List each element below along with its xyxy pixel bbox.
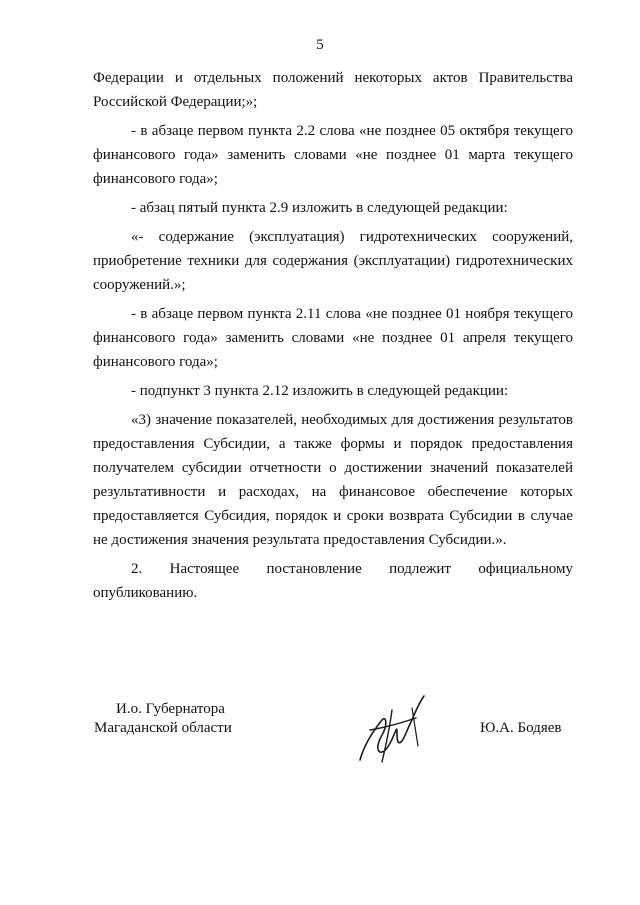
- signatory-name: Ю.А. Бодяев: [480, 720, 562, 736]
- signatory-title: [94, 700, 232, 738]
- page-number: 5: [316, 37, 324, 53]
- document-body: [93, 66, 573, 610]
- paragraph-3: - абзац пятый пункта 2.9 изложить в следующей редакции:: [131, 200, 508, 216]
- paragraph-2: - в абзаце первом пункта 2.2 слова «не позднее 05 октября текущего финансового года» заменить словами «не позднее 01 марта текущего финансового года»;: [93, 123, 573, 187]
- paragraph-4: «- содержание (эксплуатация) гидротехнических сооружений, приобретение техники для содержания (эксплуатации) гидротехнических сооружений.»;: [93, 229, 573, 293]
- paragraph-8: 2. Настоящее постановление подлежит официальному опубликованию.: [93, 561, 573, 601]
- paragraph-5: - в абзаце первом пункта 2.11 слова «не позднее 01 ноября текущего финансового года» заменить словами «не позднее 01 апреля текущего финансового года»;: [93, 306, 573, 370]
- handwritten-signature: [352, 690, 442, 770]
- signatory-title-line2: Магаданской области: [94, 720, 232, 736]
- paragraph-7: «3) значение показателей, необходимых для достижения результатов предоставления Субсидии, а также формы и порядок предоставления получателем субсидии отчетности о достижении значений показателей результативности и расходах, на финансовое обеспечение которых предоставляется Субсидия, порядок и сроки возврата Субсидии в случае не достижения значения результата предоставления Субсидии.».: [93, 412, 573, 548]
- paragraph-6: - подпункт 3 пункта 2.12 изложить в следующей редакции:: [131, 383, 509, 399]
- paragraph-1: Федерации и отдельных положений некоторых актов Правительства Российской Федерации;»;: [93, 70, 573, 110]
- signatory-title-line1: И.о. Губернатора: [116, 701, 225, 717]
